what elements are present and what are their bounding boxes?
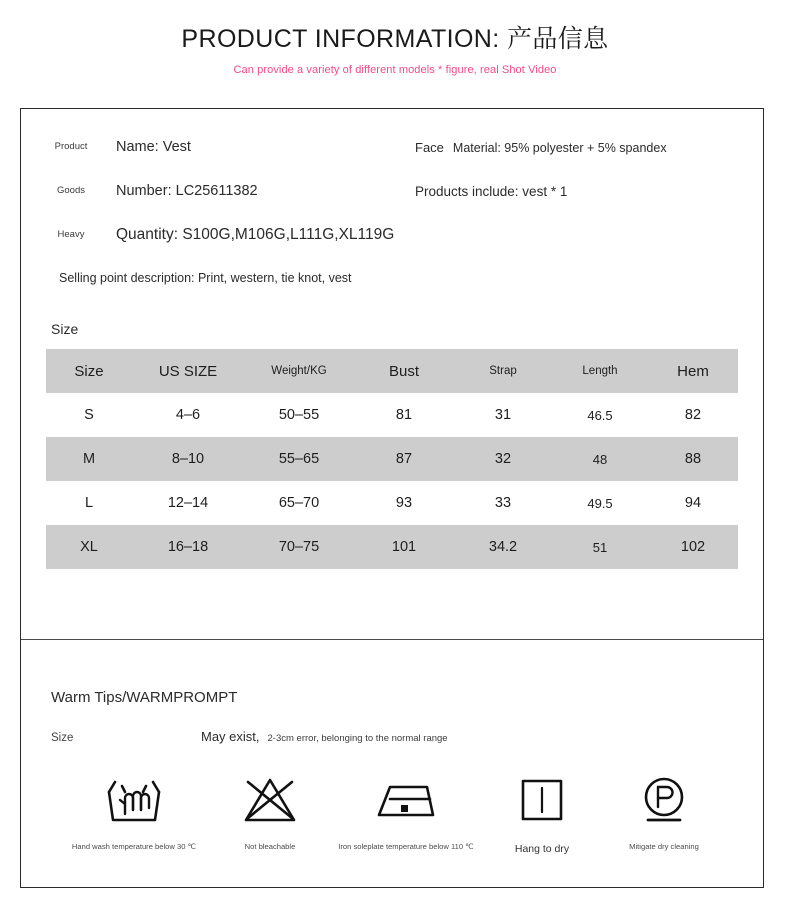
spec-material-group (415, 140, 667, 155)
cell-length: 48 (552, 437, 648, 481)
product-info-frame (20, 108, 764, 888)
spec-product-name: Name: Vest (116, 139, 191, 155)
care-item-hand-wash (59, 769, 209, 852)
table-header-size: Size (46, 349, 132, 393)
cell-strap: 32 (454, 437, 552, 481)
size-chart-table (46, 349, 738, 569)
spec-block (21, 109, 763, 285)
cell-strap: 33 (494, 495, 512, 511)
page-subtitle: Can provide a variety of different models * figure, real Shot Video (233, 64, 557, 77)
tips-may-exist: May exist, (201, 729, 260, 744)
cell-us-size: 4–6 (175, 407, 201, 423)
tips-error-note: 2-3cm error, belonging to the normal range (267, 733, 448, 744)
cell-bust: 81 (395, 407, 413, 423)
spec-goods-number: Number: LC25611382 (116, 183, 258, 199)
table-header-length: Length (552, 349, 648, 393)
hand-wash-icon (59, 769, 209, 831)
cell-weight: 70–75 (244, 525, 354, 569)
cell-us-size: 8–10 (132, 437, 244, 481)
spec-row (21, 169, 763, 213)
care-caption: Not bleachable (244, 842, 296, 851)
table-row (46, 393, 738, 437)
size-section-label: Size (51, 321, 79, 337)
table-header-us-size: US SIZE (132, 349, 244, 393)
table-header-hem: Hem (648, 349, 738, 393)
cell-bust: 87 (354, 437, 454, 481)
spec-tag-product: Product (54, 141, 88, 153)
cell-weight: 50–55 (278, 407, 320, 423)
cell-length: 51 (552, 525, 648, 569)
page-header (0, 0, 790, 76)
spec-row (21, 125, 763, 169)
cell-hem: 102 (648, 525, 738, 569)
care-symbols-row (21, 769, 763, 856)
care-item-dry-clean (603, 769, 725, 852)
page-title: PRODUCT INFORMATION: 产品信息 (181, 25, 609, 53)
cell-strap: 34.2 (454, 525, 552, 569)
cell-strap: 31 (494, 407, 512, 423)
do-not-bleach-icon (209, 769, 331, 831)
care-caption: Hang to dry (514, 843, 570, 855)
care-item-no-bleach (209, 769, 331, 852)
spec-include-group (415, 184, 567, 199)
spec-tag-heavy: Heavy (57, 229, 85, 241)
cell-hem: 94 (684, 495, 702, 511)
spec-row (21, 213, 763, 257)
warm-tips-block (21, 640, 763, 856)
warm-tips-title: Warm Tips/WARMPROMPT (51, 689, 238, 706)
table-header-weight: Weight/KG (244, 349, 354, 393)
care-item-hang-to-dry (481, 769, 603, 856)
cell-us-size: 12–14 (167, 495, 209, 511)
spec-products-include-text: Products include: vest * 1 (415, 183, 568, 199)
cell-size: S (84, 407, 94, 423)
cell-size: M (46, 437, 132, 481)
table-row (46, 481, 738, 525)
table-header-row (46, 349, 738, 393)
table-header-strap: Strap (454, 349, 552, 393)
spec-tag-goods: Goods (57, 185, 85, 197)
care-caption: Mitigate dry cleaning (629, 842, 699, 851)
warm-tips-size-line (51, 729, 763, 744)
selling-point-description: Selling point description: Print, western, tie knot, vest (59, 271, 352, 285)
cell-size: L (84, 495, 94, 511)
care-item-iron (331, 769, 481, 852)
spec-material-text: Material: 95% polyester + 5% spandex (452, 140, 667, 155)
hang-to-dry-icon (481, 769, 603, 831)
cell-length: 46.5 (587, 407, 613, 423)
iron-low-heat-icon (331, 769, 481, 831)
cell-bust: 101 (354, 525, 454, 569)
tips-size-label: Size (51, 732, 74, 744)
care-caption: Iron soleplate temperature below 110 ℃ (338, 842, 474, 851)
table-header-bust: Bust (354, 349, 454, 393)
cell-us-size: 16–18 (132, 525, 244, 569)
spec-tag-face: Face (415, 139, 444, 155)
cell-size: XL (46, 525, 132, 569)
table-row (46, 437, 738, 481)
table-row (46, 525, 738, 569)
mild-dry-clean-icon (603, 769, 725, 831)
cell-hem: 88 (648, 437, 738, 481)
care-caption: Hand wash temperature below 30 ℃ (71, 842, 197, 851)
spec-quantity-weight: Quantity: S100G,M106G,L111G,XL119G (116, 226, 395, 243)
cell-weight: 55–65 (244, 437, 354, 481)
cell-weight: 65–70 (278, 495, 320, 511)
cell-bust: 93 (395, 495, 413, 511)
cell-length: 49.5 (587, 495, 613, 511)
cell-hem: 82 (684, 407, 702, 423)
